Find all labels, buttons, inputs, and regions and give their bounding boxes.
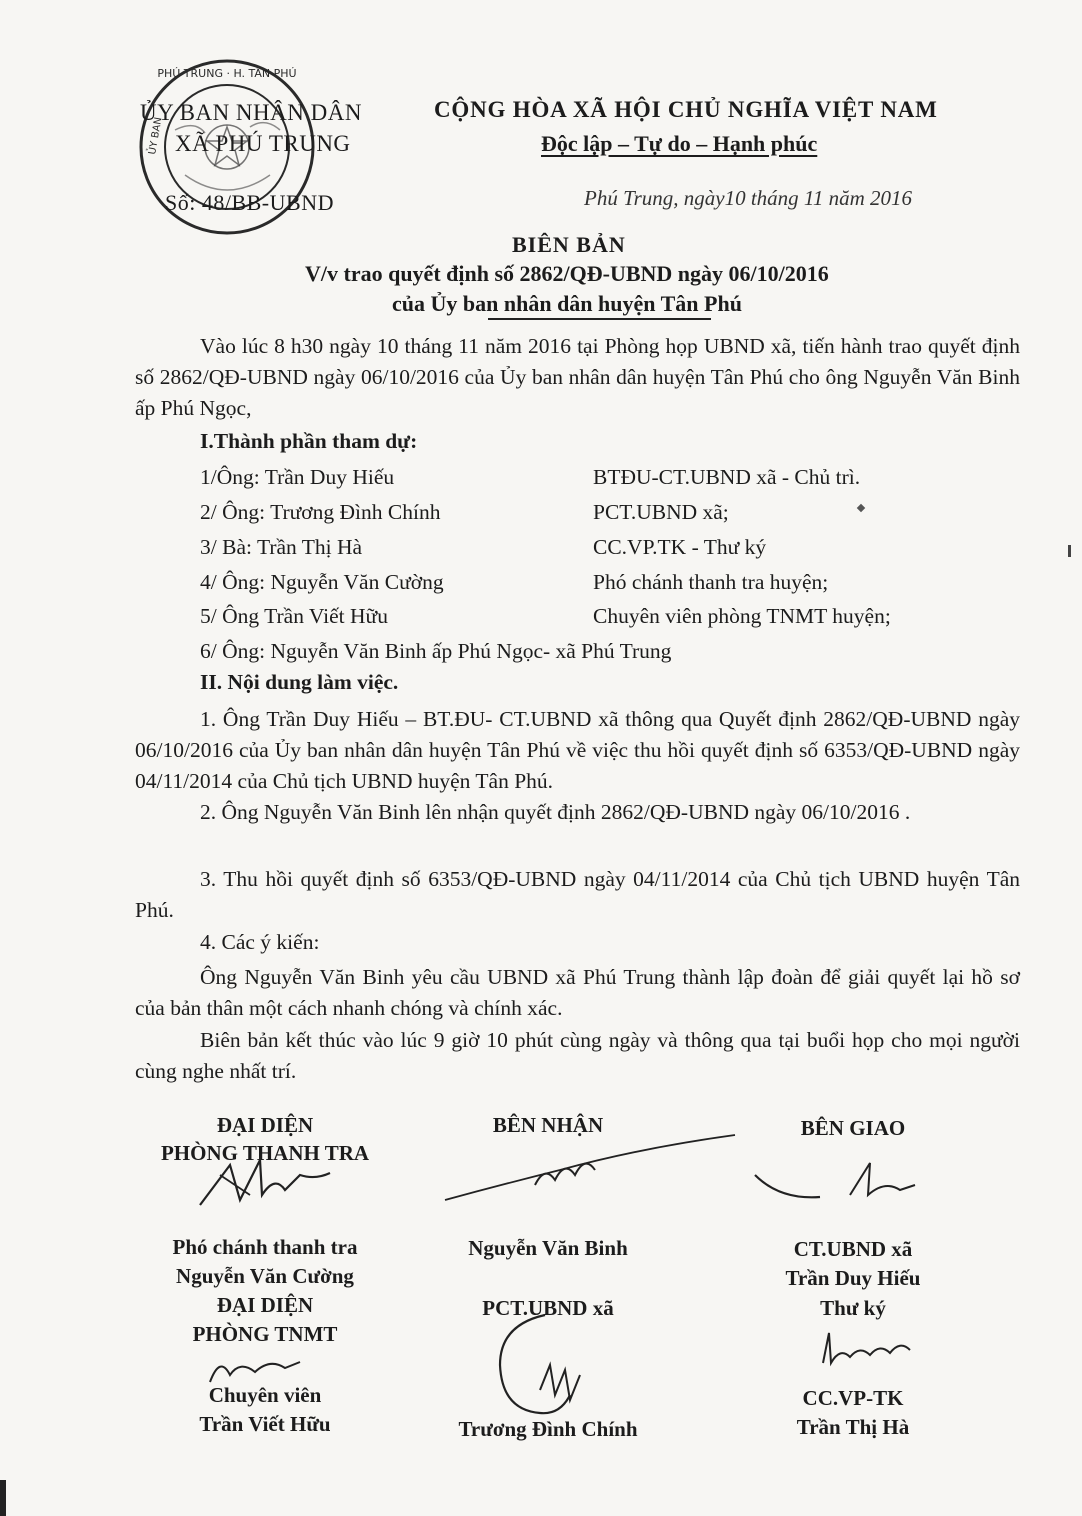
- sig-right-title3: CC.VP-TK: [802, 1386, 904, 1410]
- signature-scribble-icon: [750, 1155, 920, 1225]
- section-content-heading: II. Nội dung làm việc.: [200, 670, 399, 694]
- participant-name: 2/ Ông: Trương Đình Chính: [200, 500, 441, 524]
- content-item-1: 1. Ông Trần Duy Hiếu – BT.ĐU- CT.UBND xã thông qua Quyết định 2862/QĐ-UBND ngày 06/10/2016 của Ủy ban nhân dân huyện Tân Phú về việc thu hồi quyết định số 6353/QĐ-UBND ngày 04/11/2014 của Chủ tịch UBND huyện Tân Phú.: [135, 707, 1020, 793]
- country-name: CỘNG HÒA XÃ HỘI CHỦ NGHĨA VIỆT NAM: [434, 97, 938, 122]
- document-date: Phú Trung, ngày10 tháng 11 năm 2016: [584, 186, 913, 210]
- intro-paragraph: Vào lúc 8 h30 ngày 10 tháng 11 năm 2016 tại Phòng họp UBND xã, tiến hành trao quyết định số 2862/QĐ-UBND ngày 06/10/2016 của Ủy ban nhân dân huyện Tân Phú cho ông Nguyễn Văn Binh ấp Phú Ngọc,: [135, 334, 1020, 420]
- sig-middle-name: Nguyễn Văn Binh: [468, 1236, 628, 1260]
- sig-left-name2: Trần Viết Hữu: [199, 1412, 331, 1436]
- sig-right-title2: Thư ký: [820, 1296, 886, 1320]
- sig-right-name2: Trần Thị Hà: [796, 1415, 910, 1439]
- signature-scribble-icon: [440, 1130, 740, 1210]
- document-subject-line1: V/v trao quyết định số 2862/QĐ-UBND ngày 06/10/2016: [305, 261, 829, 286]
- signature-scribble-icon: [480, 1305, 610, 1425]
- participant-role: Chuyên viên phòng TNMT huyện;: [593, 604, 891, 628]
- opinion-paragraph: Ông Nguyễn Văn Binh yêu cầu UBND xã Phú Trung thành lập đoàn để giải quyết lại hồ sơ của bản thân một cách nhanh chóng và chính xác.: [135, 965, 1020, 1020]
- national-motto: Độc lập – Tự do – Hạnh phúc: [541, 131, 818, 156]
- scan-mark: [0, 1480, 6, 1516]
- participant-name: 4/ Ông: Nguyễn Văn Cường: [200, 570, 444, 594]
- signature-scribble-icon: [815, 1325, 915, 1370]
- participant-role: Phó chánh thanh tra huyện;: [593, 570, 829, 594]
- subject-underline: [488, 318, 711, 320]
- section-participants-heading: I.Thành phần tham dự:: [200, 429, 418, 453]
- sig-right-name: Trần Duy Hiếu: [785, 1266, 921, 1290]
- participant-role: CC.VP.TK - Thư ký: [593, 535, 767, 559]
- participant-role: BTĐU-CT.UBND xã - Chủ trì.: [593, 465, 861, 489]
- participant-name: 5/ Ông Trần Viết Hữu: [200, 604, 388, 628]
- signature-scribble-icon: [190, 1145, 360, 1215]
- participant-name: 1/Ông: Trần Duy Hiếu: [200, 465, 395, 489]
- svg-text:PHÚ TRUNG · H. TÂN PHÚ: PHÚ TRUNG · H. TÂN PHÚ: [157, 67, 297, 80]
- participant-name: 3/ Bà: Trần Thị Hà: [200, 535, 363, 559]
- participant-role: PCT.UBND xã;: [593, 500, 729, 524]
- scan-mark: [1068, 545, 1071, 557]
- content-item-2: 2. Ông Nguyễn Văn Binh lên nhận quyết định 2862/QĐ-UBND ngày 06/10/2016 .: [200, 800, 911, 824]
- svg-text:ỦY BAN: ỦY BAN: [147, 116, 165, 156]
- sig-left-title2: Chuyên viên: [208, 1383, 322, 1407]
- content-item-4: 4. Các ý kiến:: [200, 930, 320, 954]
- sig-left-rep-line2: PHÒNG THANH TRA: [160, 1141, 370, 1165]
- closing-paragraph: Biên bản kết thúc vào lúc 9 giờ 10 phút cùng ngày và thông qua tại buổi họp cho mọi người cùng nghe nhất trí.: [135, 1028, 1020, 1083]
- document-number: Số: 48/BB-UBND: [165, 190, 334, 215]
- sig-left-name: Nguyễn Văn Cường: [176, 1264, 354, 1288]
- participant-last: 6/ Ông: Nguyễn Văn Binh ấp Phú Ngọc- xã Phú Trung: [200, 639, 672, 663]
- sig-left-title: Phó chánh thanh tra: [172, 1235, 358, 1259]
- document-title: BIÊN BẢN: [512, 232, 626, 257]
- sig-right-heading: BÊN GIAO: [800, 1116, 906, 1140]
- sig-middle-title2: PCT.UBND xã: [482, 1296, 614, 1320]
- sig-middle-heading: BÊN NHẬN: [492, 1113, 604, 1137]
- sig-right-title: CT.UBND xã: [793, 1237, 913, 1261]
- sig-left-rep-line4: PHÒNG TNMT: [192, 1322, 338, 1346]
- sig-middle-name2: Trương Đình Chính: [458, 1417, 638, 1441]
- org-name-line2: XÃ PHÚ TRUNG: [175, 131, 351, 156]
- org-name-line1: ỦY BAN NHÂN DÂN: [140, 100, 362, 125]
- scan-mark: [857, 504, 865, 512]
- content-item-3: 3. Thu hồi quyết định số 6353/QĐ-UBND ngày 04/11/2014 của Chủ tịch UBND huyện Tân Phú.: [135, 867, 1020, 922]
- sig-left-rep-line3: ĐẠI DIỆN: [216, 1293, 314, 1317]
- sig-left-rep-line1: ĐẠI DIỆN: [216, 1113, 314, 1137]
- document-subject-line2: của Ủy ban nhân dân huyện Tân Phú: [392, 291, 742, 316]
